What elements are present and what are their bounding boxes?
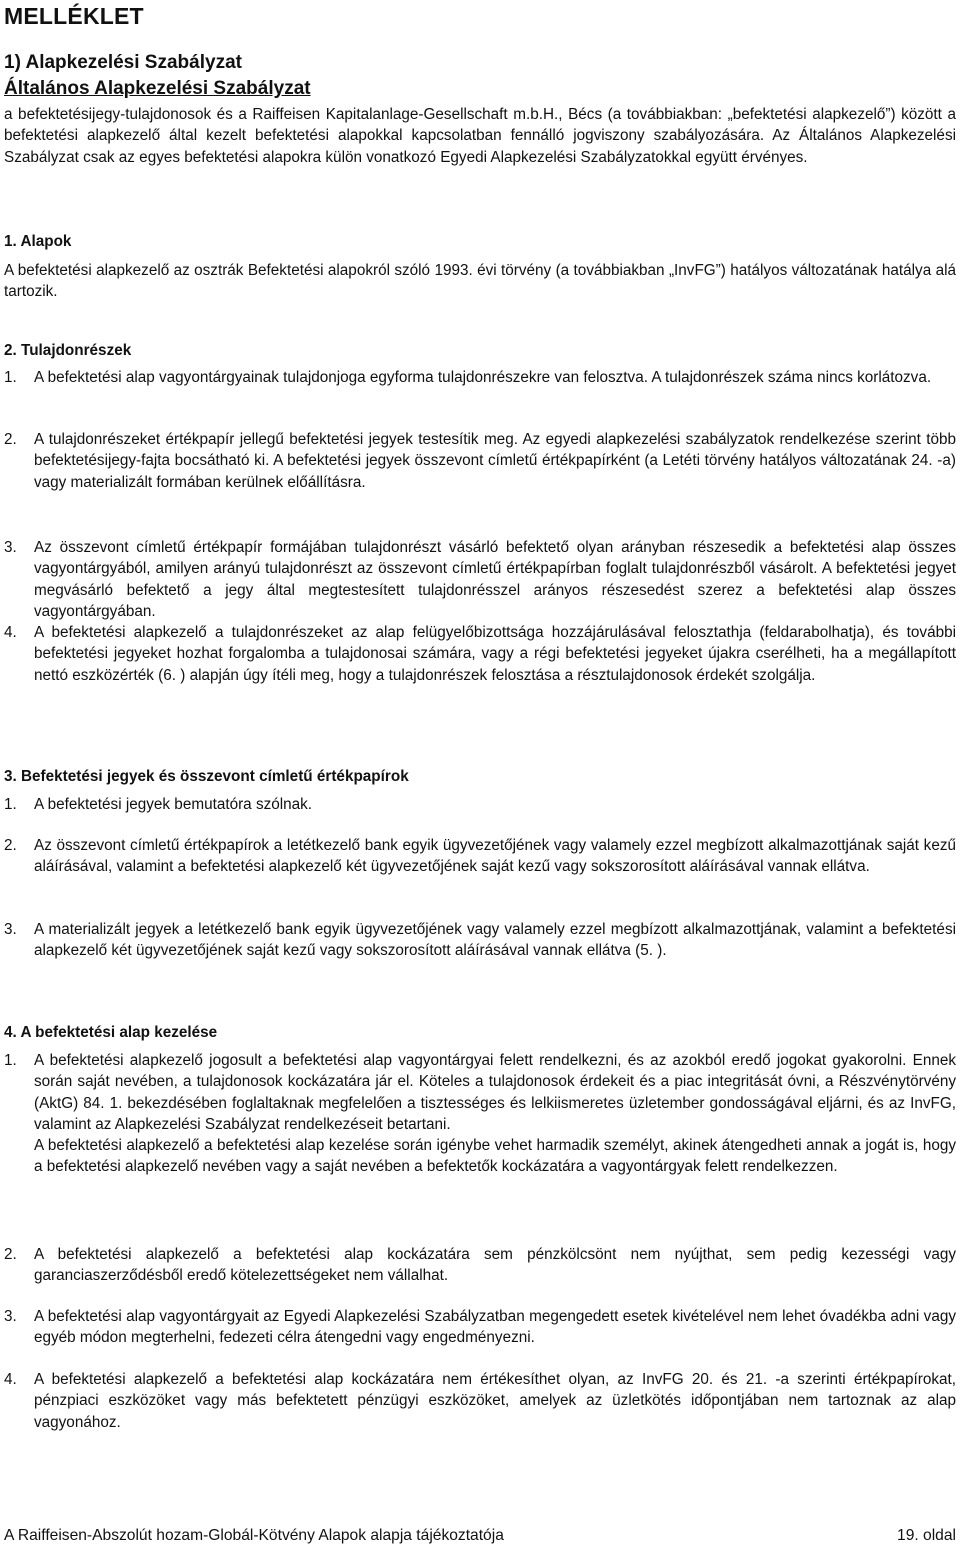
item-text: A befektetési alapkezelő a befektetési alap kockázatára nem értékesíthet olyan, az InvFG 20. és 21. -a szerinti értékpapírokat, pénzpiaci eszközöket vagy más befektetett pénzügyi eszközöket, amelyek az üzletkötés időpontjában nem tartoznak az alap vagyonához. xyxy=(34,1371,956,1431)
item-number: 3. xyxy=(4,1308,17,1325)
page-number: 19. oldal xyxy=(897,1527,956,1544)
section-title-alapok: 1. Alapok xyxy=(4,233,72,250)
item-text: Az összevont címletű értékpapír formájában tulajdonrészt vásárló befektető olyan arányban részesedik a befektetési alap összes vagyontárgyából, amilyen arányú tulajdonrészt az összevont címletű értékpapírban foglalt tulajdonrészből vásárolt. A befektetési jegyet megvásárló befektető a jegy által megtestesített tulajdonrésszel arányos részesedést szerez a befektetési alap összes vagyontárgyában. xyxy=(34,539,956,620)
item-number: 1. xyxy=(4,1052,17,1069)
item-text: A befektetési alapkezelő jogosult a befektetési alap vagyontárgyai felett rendelkezni, és az azokból eredő jogokat gyakorolni. Ennek során saját nevében, a tulajdonosok kockázatára jár el. Köteles a tulajdonosok érdekeit és a piac integritását óvni, a Részvénytörvény (AktG) 84. 1. bekezdésében foglaltaknak megfelelően a tisztességes és lelkiismeretes üzletember gondosságával eljárni, és az InvFG, valamint az Alapkezelési Szabályzat rendelkezéseit betartani. xyxy=(34,1052,956,1133)
list-item xyxy=(4,1050,956,1178)
item-number: 4. xyxy=(4,624,17,641)
section-heading-alapkezelesi-szabalyzat: 1) Alapkezelési Szabályzat xyxy=(4,52,242,73)
item-text: A befektetési jegyek bemutatóra szólnak. xyxy=(34,796,313,813)
item-text: A tulajdonrészeket értékpapír jellegű befektetési jegyek testesítik meg. Az egyedi alapkezelési szabályzatok rendelkezése szerint több befektetésijegy-fajta bocsátható ki. A befektetési jegyek összevont címletű értékpapírként (a Letéti törvény hatályos változatának 24. -a) vagy materializált formában kerülnek előállításra. xyxy=(34,431,956,491)
section-paragraph-alapok: A befektetési alapkezelő az osztrák Befektetési alapokról szóló 1993. évi törvény (a továbbiakban „InvFG”) hatályos változatának hatálya alá tartozik. xyxy=(4,262,956,301)
list-item xyxy=(4,794,956,815)
item-number: 2. xyxy=(4,837,17,854)
item-number: 2. xyxy=(4,431,17,448)
page-footer xyxy=(0,1524,956,1548)
page-title: MELLÉKLET xyxy=(4,3,144,29)
item-number: 2. xyxy=(4,1246,17,1263)
item-text: Az összevont címletű értékpapírok a letétkezelő bank egyik ügyvezetőjének vagy valamely ezzel megbízott alkalmazottjának saját kezű aláírásával, valamint a befektetési alapkezelő két ügyvezetőjének saját kezű vagy sokszorosított aláírásával vannak ellátva. xyxy=(34,837,956,876)
section-title-alap-kezelese: 4. A befektetési alap kezelése xyxy=(4,1024,218,1041)
list-item xyxy=(4,835,956,878)
list-item xyxy=(4,537,956,622)
list-item xyxy=(4,1306,956,1349)
item-text: A befektetési alapkezelő a befektetési alap kockázatára sem pénzkölcsönt nem nyújthat, sem pedig kezességi vagy garanciaszerződésből eredő kötelezettségeket nem vállalhat. xyxy=(34,1246,956,1285)
list-item xyxy=(4,622,956,686)
list-item xyxy=(4,429,956,493)
section-title-befektetesi-jegyek: 3. Befektetési jegyek és összevont címletű értékpapírok xyxy=(4,768,409,785)
list-item xyxy=(4,919,956,962)
item-text: A befektetési alap vagyontárgyait az Egyedi Alapkezelési Szabályzatban megengedett esetek kivételével nem lehet óvadékba adni vagy egyéb módon megterhelni, fedezeti célra átengedni vagy engedményezni. xyxy=(34,1308,956,1347)
item-number: 4. xyxy=(4,1371,17,1388)
item-text: A materializált jegyek a letétkezelő bank egyik ügyvezetőjének vagy valamely ezzel megbízott alkalmazottjának, valamint a befektetési alapkezelő két ügyvezetőjének saját kezű vagy sokszorosított aláírásával vannak ellátva (5. ). xyxy=(34,921,956,960)
list-item xyxy=(4,1244,956,1287)
item-text: A befektetési alap vagyontárgyainak tulajdonjoga egyforma tulajdonrészekre van felosztva. A tulajdonrészek száma nincs korlátozva. xyxy=(34,369,932,386)
section-title-tulajdonreszek: 2. Tulajdonrészek xyxy=(4,342,132,359)
item-number: 1. xyxy=(4,796,17,813)
item-number: 1. xyxy=(4,369,17,386)
list-item xyxy=(4,1369,956,1433)
intro-paragraph: a befektetésijegy-tulajdonosok és a Raiffeisen Kapitalanlage-Gesellschaft m.b.H., Bécs (a továbbiakban: „befektetési alapkezelő”) között a befektetési alapkezelő által kezelt befektetési alapokkal kapcsolatban fennálló jogviszony szabályozására. Az Általános Alapkezelési Szabályzat csak az egyes befektetési alapokra külön vonatkozó Egyedi Alapkezelési Szabályzatokkal együtt érvényes. xyxy=(4,106,956,166)
list-item xyxy=(4,367,956,388)
footer-document-title: A Raiffeisen-Abszolút hozam-Globál-Kötvény Alapok alapja tájékoztatója xyxy=(4,1527,504,1544)
section-heading-altalanos: Általános Alapkezelési Szabályzat xyxy=(4,78,311,99)
item-number: 3. xyxy=(4,921,17,938)
item-text-continued: A befektetési alapkezelő a befektetési alap kezelése során igénybe vehet harmadik személyt, akinek átengedheti annak a jogát is, hogy a befektetési alapkezelő nevében vagy a saját nevében a befektetők kockázatára a vagyontárgyak felett rendelkezzen. xyxy=(34,1137,956,1176)
item-number: 3. xyxy=(4,539,17,556)
item-text: A befektetési alapkezelő a tulajdonrészeket az alap felügyelőbizottsága hozzájárulásával felosztathja (feldarabolhatja), és további befektetési jegyeket hozhat forgalomba a tulajdonosai számára, vagy a régi befektetési jegyeket újakra cserélheti, ha a megállapított nettó eszközérték (6. ) alapján úgy ítéli meg, hogy a tulajdonrészek felosztása a résztulajdonosok érdekét szolgálja. xyxy=(34,624,956,684)
